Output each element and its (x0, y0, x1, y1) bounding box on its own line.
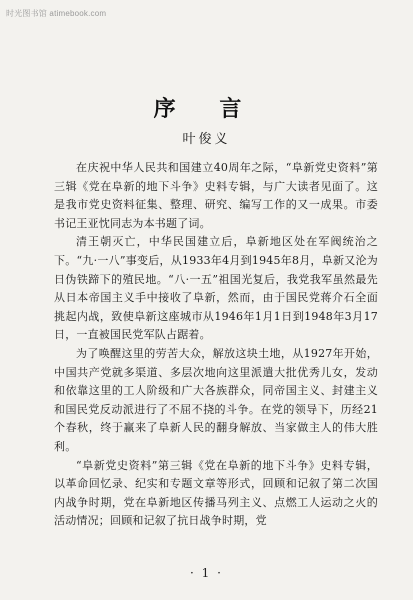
paragraph-4: “阜新党史资料”第三辑《党在阜新的地下斗争》史料专辑，以革命回忆录、纪实和专题文章等形式，回顾和记叙了第二次国内战争时期，党在阜新地区传播马列主义、点燃工人运动之火的活动情况；回顾和记叙了抗日战争时期，党 (54, 458, 378, 528)
author-name: 叶俊义 (182, 132, 231, 147)
paragraph-3: 为了唤醒这里的劳苦大众，解放这块土地，从1927年开始，中国共产党就多渠道、多层次地向这里派遣大批优秀儿女，发动和依靠这里的工人阶级和广大各族群众，同帝国主义、封建主义和国民党反动派进行了不屈不挠的斗争。在党的领导下，历经21个春秋，终于赢来了阜新人民的翻身解放、当家做主人的伟大胜利。 (54, 346, 378, 453)
page-number: · 1 · (190, 566, 223, 580)
paragraph-2: 清王朝灭亡，中华民国建立后，阜新地区处在军阀统治之下。“九·一八”事变后，从1933年4月到1945年8月，阜新又沦为日伪铁蹄下的殖民地。“八·一五”祖国光复后，我党我军虽然最先从日本帝国主义手中接收了阜新，然而，由于国民党蒋介石全面挑起内战，致使阜新这座城市从1946年1月1日到1948年3月17日，一直被国民党军队占踞着。 (54, 235, 378, 342)
paragraph-1: 在庆祝中华人民共和国建立40周年之际，“阜新党史资料”第三辑《党在阜新的地下斗争》史料专辑，与广大读者见面了。这是我市党史资料征集、整理、研究、编写工作的又一成果。市委书记王亚忱同志为本书题了词。 (54, 161, 378, 230)
preface-body (54, 159, 378, 531)
page-title: 序 言 (153, 97, 260, 122)
watermark: 时光图书馆 atimebook.com (6, 9, 107, 18)
